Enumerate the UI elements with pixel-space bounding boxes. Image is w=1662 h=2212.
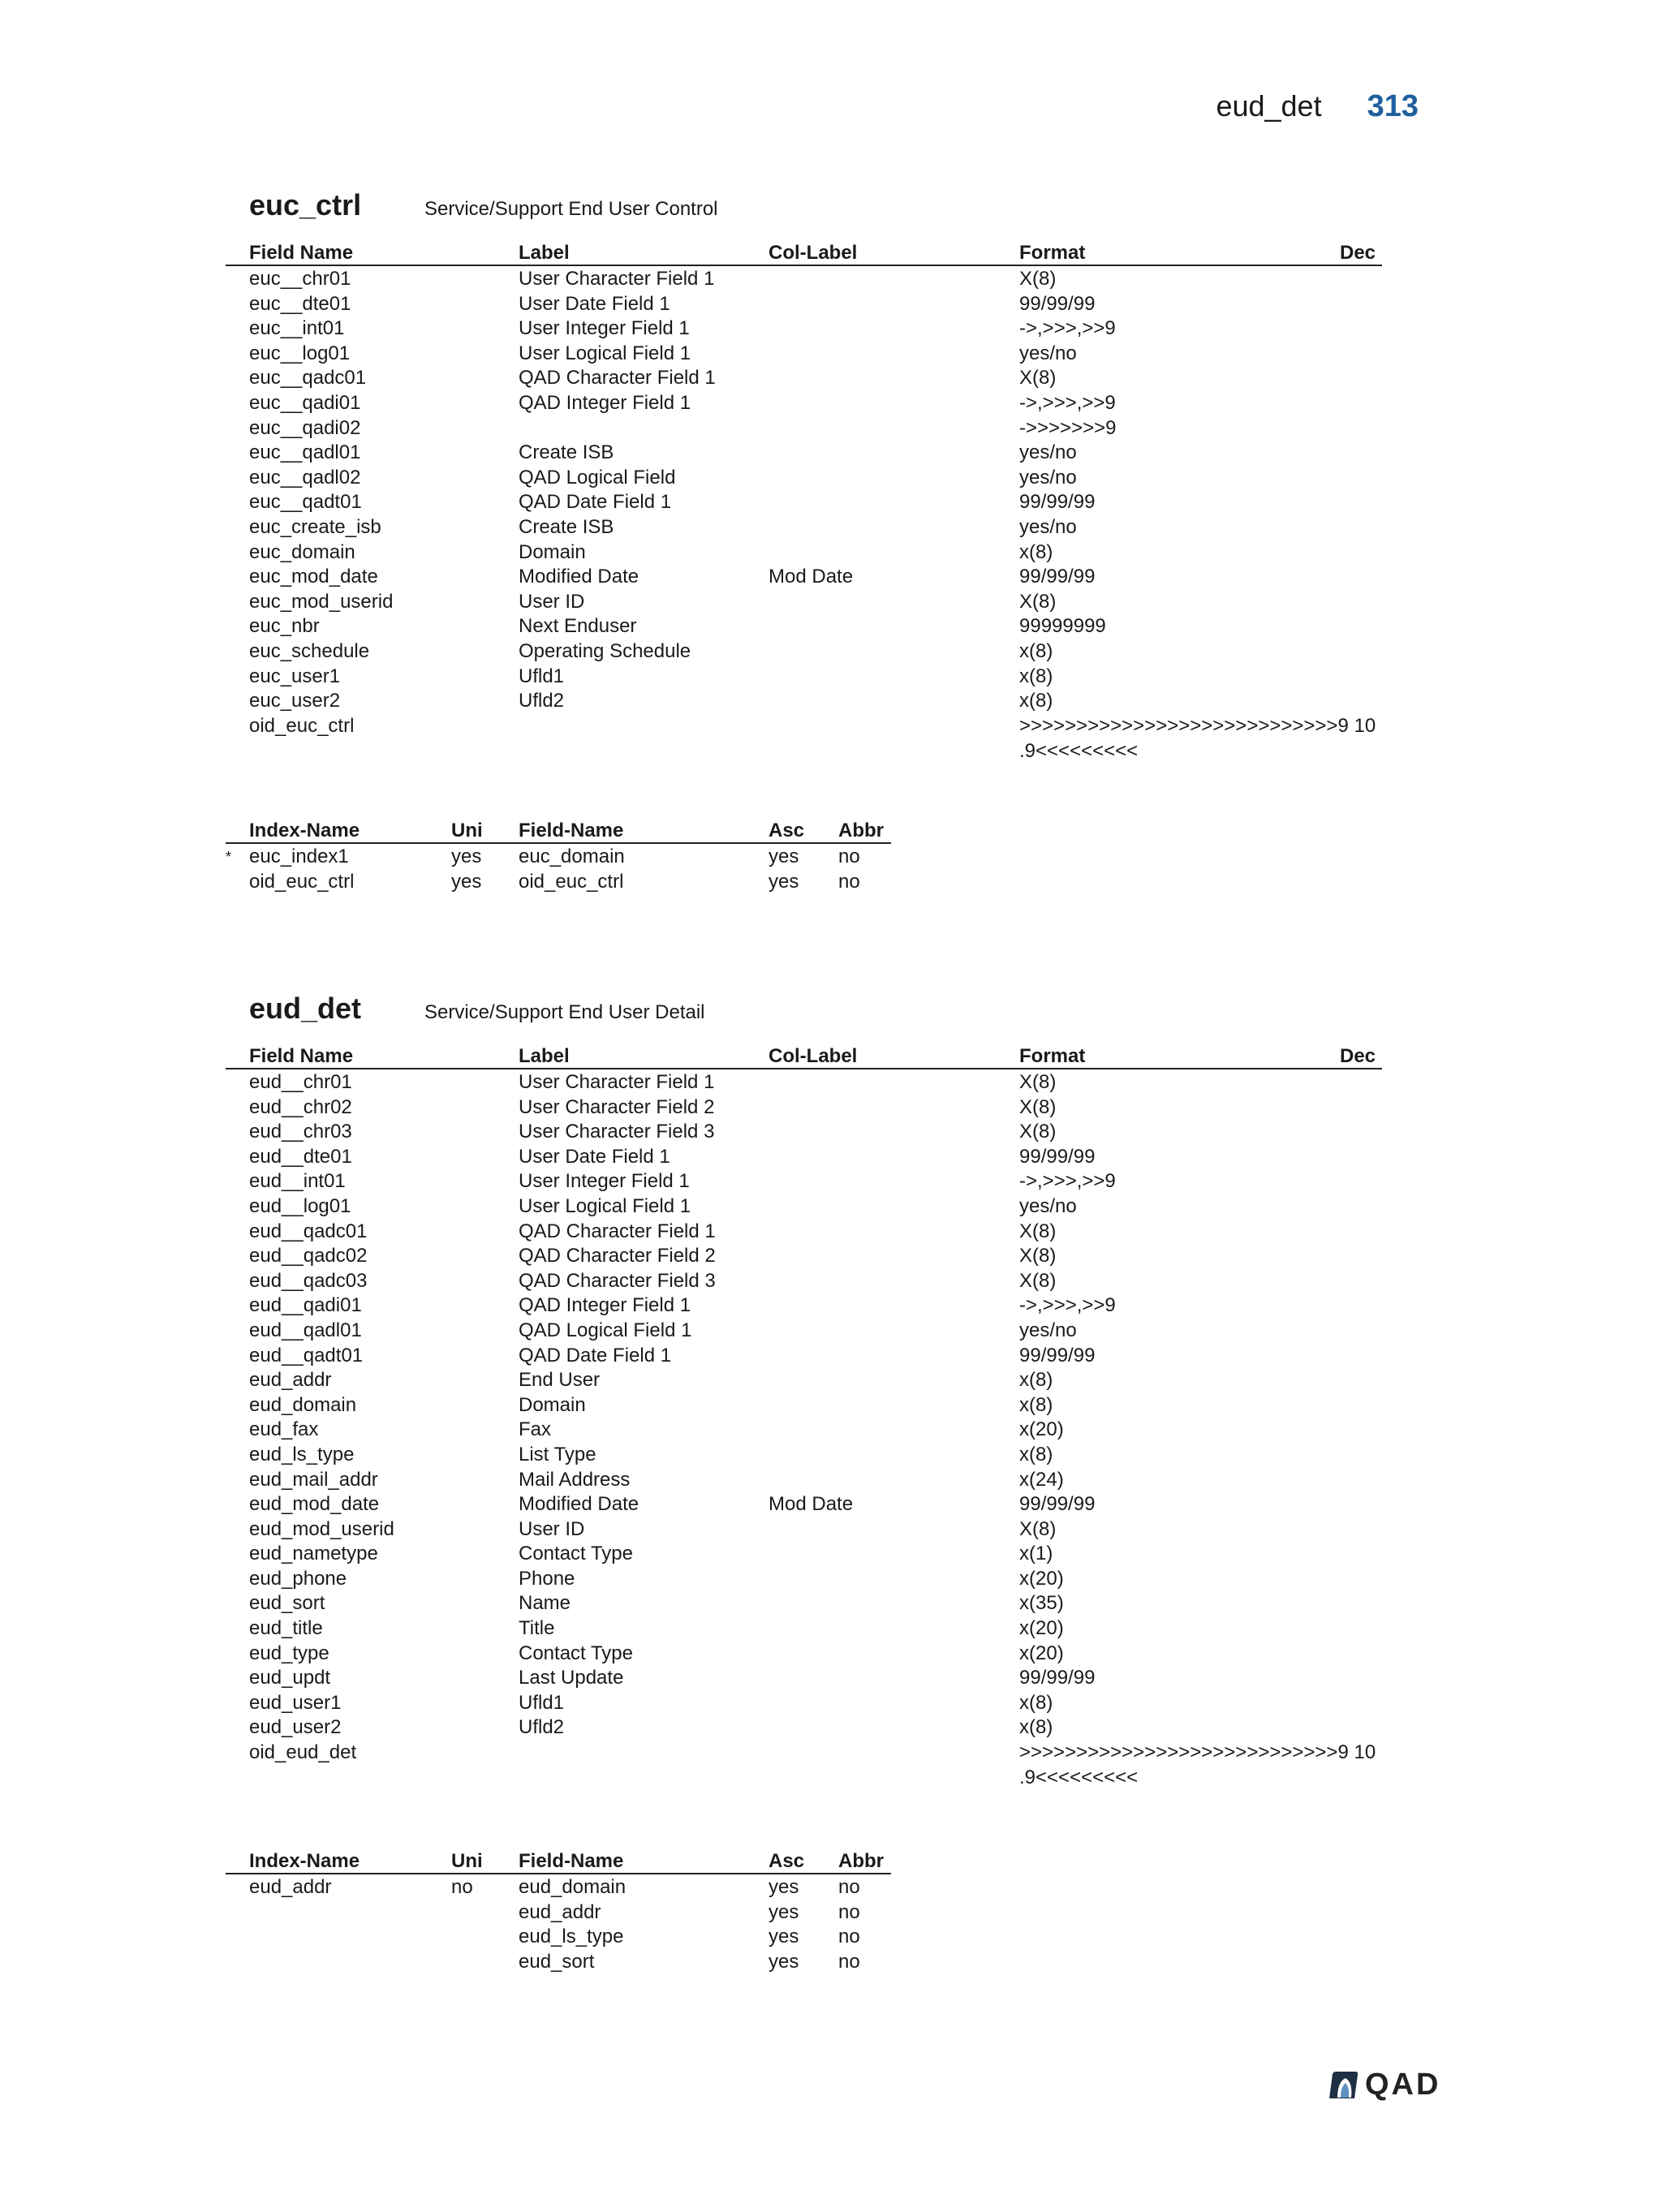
field-row [226, 1491, 1382, 1517]
field-format: x(20) [1019, 1617, 1064, 1640]
field-name: euc__int01 [249, 317, 345, 340]
field-name: eud__qadc02 [249, 1245, 368, 1267]
eud-det-index-table [226, 1848, 891, 1973]
header-field-name: Field-Name [519, 1850, 624, 1872]
header-label: Label [519, 1045, 570, 1067]
header-field-name: Field Name [249, 242, 354, 264]
field-name: euc__qadi02 [249, 416, 361, 439]
field-label: Contact Type [519, 1543, 633, 1565]
field-name: euc__dte01 [249, 292, 351, 315]
field-row [226, 514, 1382, 540]
field-row [226, 1069, 1382, 1095]
field-label: QAD Integer Field 1 [519, 1294, 691, 1317]
index-abbreviated: no [838, 1926, 860, 1948]
field-row [226, 1590, 1382, 1616]
index-abbreviated: no [838, 846, 860, 867]
field-name: eud_updt [249, 1667, 331, 1689]
field-row [226, 688, 1382, 713]
field-label: Contact Type [519, 1642, 633, 1664]
header-col-label: Col-Label [769, 242, 858, 264]
field-format: ->,>>>,>>9 [1019, 391, 1116, 414]
field-format: x(8) [1019, 1369, 1053, 1392]
qad-logo-icon [1328, 2071, 1360, 2100]
field-name: euc_mod_date [249, 566, 378, 588]
field-label: User Logical Field 1 [519, 342, 691, 364]
header-asc: Asc [769, 1850, 805, 1872]
index-table-header [226, 818, 891, 844]
field-name: eud_ls_type [249, 1443, 355, 1465]
field-name: eud__qadi01 [249, 1294, 362, 1317]
field-row [226, 1442, 1382, 1467]
header-col-label: Col-Label [769, 1045, 858, 1067]
field-row [226, 341, 1382, 366]
index-field-name: euc_domain [519, 846, 625, 867]
header-field-name: Field Name [249, 1045, 354, 1067]
field-row [226, 316, 1382, 341]
index-field-name: oid_euc_ctrl [519, 870, 624, 893]
primary-index-marker: * [226, 849, 232, 865]
field-label: Last Update [519, 1667, 624, 1689]
field-label: Operating Schedule [519, 639, 691, 662]
field-name: eud__chr01 [249, 1071, 352, 1093]
index-abbreviated: no [838, 1900, 860, 1923]
field-label: Title [519, 1617, 555, 1640]
index-row [226, 1949, 891, 1974]
index-row [226, 1874, 891, 1900]
field-format: X(8) [1019, 1095, 1057, 1118]
header-uni: Uni [451, 820, 483, 841]
field-row [226, 1517, 1382, 1542]
field-row [226, 1293, 1382, 1318]
field-format: X(8) [1019, 268, 1057, 290]
field-name: eud_mail_addr [249, 1468, 378, 1491]
field-label: Create ISB [519, 441, 614, 464]
field-row [226, 365, 1382, 390]
field-name: euc_nbr [249, 615, 320, 638]
field-label: QAD Character Field 2 [519, 1245, 716, 1267]
index-name: oid_euc_ctrl [249, 870, 355, 893]
field-format: 99/99/99 [1019, 1667, 1096, 1689]
field-format: x(8) [1019, 1691, 1053, 1714]
field-format: 99/99/99 [1019, 1344, 1096, 1366]
field-format: x(20) [1019, 1642, 1064, 1664]
field-name: eud_title [249, 1617, 323, 1640]
oid-field-row [226, 1740, 1382, 1789]
field-row [226, 291, 1382, 316]
index-table-header [226, 1848, 891, 1874]
field-row [226, 664, 1382, 689]
table-description: Service/Support End User Control [424, 198, 718, 220]
field-name: oid_euc_ctrl [249, 714, 355, 737]
eud-det-field-table [226, 1044, 1382, 1789]
format-line-2: .9<<<<<<<<< [1019, 739, 1139, 762]
header-dec: Dec [1340, 1045, 1376, 1067]
index-ascending: yes [769, 1900, 799, 1923]
field-label: User Date Field 1 [519, 292, 670, 315]
field-row [226, 1219, 1382, 1244]
field-label: End User [519, 1369, 601, 1392]
field-label: Domain [519, 540, 586, 563]
field-format: ->,>>>,>>9 [1019, 1170, 1116, 1193]
field-name: eud_nametype [249, 1543, 378, 1565]
field-name: euc_user2 [249, 690, 341, 712]
field-label: QAD Logical Field [519, 466, 676, 488]
field-label: QAD Character Field 1 [519, 367, 716, 389]
field-name: euc_create_isb [249, 515, 381, 538]
field-format: x(20) [1019, 1567, 1064, 1590]
field-format: x(8) [1019, 639, 1053, 662]
field-name: eud_type [249, 1642, 329, 1664]
index-row [226, 844, 891, 869]
field-name: euc_user1 [249, 665, 341, 687]
field-label: QAD Date Field 1 [519, 1344, 672, 1366]
field-format: 99/99/99 [1019, 292, 1096, 315]
index-unique: yes [451, 870, 482, 893]
field-name: eud__chr02 [249, 1095, 352, 1118]
field-label: User Character Field 1 [519, 1071, 715, 1093]
field-name: eud_user1 [249, 1691, 342, 1714]
field-format: X(8) [1019, 1245, 1057, 1267]
field-row [226, 1119, 1382, 1144]
field-row [226, 1467, 1382, 1492]
running-title: eud_det [1216, 89, 1322, 123]
field-name: oid_eud_det [249, 1741, 357, 1764]
field-name: eud__dte01 [249, 1145, 352, 1168]
field-name: eud_addr [249, 1369, 332, 1392]
field-name: eud__qadc03 [249, 1269, 368, 1292]
field-label: Ufld2 [519, 1716, 565, 1739]
index-ascending: yes [769, 846, 799, 867]
field-row [226, 1541, 1382, 1566]
field-label: User Logical Field 1 [519, 1194, 691, 1217]
field-format: X(8) [1019, 367, 1057, 389]
field-label: QAD Character Field 3 [519, 1269, 716, 1292]
field-name: euc_schedule [249, 639, 370, 662]
index-ascending: yes [769, 1926, 799, 1948]
field-format: X(8) [1019, 1071, 1057, 1093]
field-name: eud_user2 [249, 1716, 342, 1739]
field-format: x(8) [1019, 1393, 1053, 1416]
field-row [226, 1343, 1382, 1368]
field-name: euc_domain [249, 540, 355, 563]
field-label: User ID [519, 590, 585, 613]
field-label: Mail Address [519, 1468, 631, 1491]
field-name: eud__qadl01 [249, 1319, 362, 1341]
field-name: eud__log01 [249, 1194, 351, 1217]
field-dec: 10 [1354, 714, 1376, 737]
index-abbreviated: no [838, 1876, 860, 1898]
field-name: eud_mod_userid [249, 1517, 394, 1540]
field-label: QAD Integer Field 1 [519, 391, 691, 414]
field-col-label: Mod Date [769, 566, 854, 588]
header-index-name: Index-Name [249, 820, 360, 841]
field-label: User Date Field 1 [519, 1145, 670, 1168]
field-format: 99/99/99 [1019, 1493, 1096, 1516]
header-abbr: Abbr [838, 1850, 884, 1872]
index-field-name: eud_addr [519, 1900, 601, 1923]
field-format: 99999999 [1019, 615, 1106, 638]
field-row [226, 1715, 1382, 1740]
table-name: euc_ctrl [249, 188, 362, 222]
header-index-name: Index-Name [249, 1850, 360, 1872]
field-row [226, 1144, 1382, 1169]
field-format: x(8) [1019, 540, 1053, 563]
field-name: euc__qadc01 [249, 367, 367, 389]
index-row [226, 869, 891, 894]
field-format: ->,>>>,>>9 [1019, 1294, 1116, 1317]
field-label: Next Enduser [519, 615, 637, 638]
field-label: User Integer Field 1 [519, 1170, 690, 1193]
field-table-header [226, 240, 1382, 266]
field-name: eud__qadc01 [249, 1220, 368, 1242]
field-name: euc_mod_userid [249, 590, 394, 613]
field-row [226, 1367, 1382, 1392]
field-format: x(24) [1019, 1468, 1064, 1491]
field-row [226, 1417, 1382, 1442]
field-row [226, 1168, 1382, 1194]
field-format: 99/99/99 [1019, 1145, 1096, 1168]
index-name: eud_addr [249, 1876, 332, 1898]
index-ascending: yes [769, 870, 799, 893]
field-row [226, 1665, 1382, 1690]
index-field-name: eud_ls_type [519, 1926, 624, 1948]
header-label: Label [519, 242, 570, 264]
field-format: yes/no [1019, 441, 1077, 464]
index-abbreviated: no [838, 870, 860, 893]
euc-ctrl-field-table [226, 240, 1382, 763]
index-unique: yes [451, 846, 482, 867]
field-row [226, 564, 1382, 589]
field-format [1019, 715, 1376, 738]
field-row [226, 1392, 1382, 1418]
field-dec: 10 [1354, 1741, 1376, 1764]
header-dec: Dec [1340, 242, 1376, 264]
field-label: User Character Field 3 [519, 1121, 715, 1143]
field-col-label: Mod Date [769, 1493, 854, 1516]
field-format: yes/no [1019, 342, 1077, 364]
field-label: List Type [519, 1443, 596, 1465]
header-abbr: Abbr [838, 820, 884, 841]
field-name: eud_sort [249, 1592, 325, 1615]
field-row [226, 639, 1382, 664]
oid-field-row [226, 713, 1382, 763]
field-label: Create ISB [519, 515, 614, 538]
field-row [226, 613, 1382, 639]
field-row [226, 1616, 1382, 1641]
field-format: yes/no [1019, 466, 1077, 488]
table-description: Service/Support End User Detail [424, 1001, 705, 1023]
index-row [226, 1900, 891, 1925]
field-name: eud__chr03 [249, 1121, 352, 1143]
field-row [226, 440, 1382, 465]
header-uni: Uni [451, 1850, 483, 1872]
field-format: X(8) [1019, 1269, 1057, 1292]
field-name: euc__qadl02 [249, 466, 361, 488]
field-format: x(20) [1019, 1418, 1064, 1441]
field-label: Ufld1 [519, 665, 565, 687]
eud-det-title [249, 992, 705, 1026]
field-row [226, 1318, 1382, 1343]
field-label: Phone [519, 1567, 575, 1590]
field-format: ->,>>>,>>9 [1019, 317, 1116, 340]
field-format: x(8) [1019, 1443, 1053, 1465]
header-asc: Asc [769, 820, 805, 841]
field-row [226, 489, 1382, 514]
field-label: QAD Logical Field 1 [519, 1319, 692, 1341]
field-format: x(8) [1019, 690, 1053, 712]
format-line-1: >>>>>>>>>>>>>>>>>>>>>>>>>>>>9 [1019, 714, 1349, 737]
field-label: Name [519, 1592, 571, 1615]
field-name: eud__qadt01 [249, 1344, 364, 1366]
field-name: eud_mod_date [249, 1493, 380, 1516]
field-format: ->>>>>>>9 [1019, 416, 1117, 439]
field-format: 99/99/99 [1019, 566, 1096, 588]
field-row [226, 1243, 1382, 1268]
field-label: Ufld2 [519, 690, 565, 712]
field-label: User Character Field 2 [519, 1095, 715, 1118]
field-row [226, 1641, 1382, 1666]
field-label: Domain [519, 1393, 586, 1416]
field-label: User Character Field 1 [519, 268, 715, 290]
euc-ctrl-title [249, 188, 718, 222]
field-label: Fax [519, 1418, 552, 1441]
index-abbreviated: no [838, 1950, 860, 1973]
field-format: X(8) [1019, 1220, 1057, 1242]
format-line-2: .9<<<<<<<<< [1019, 1767, 1139, 1789]
field-row [226, 1095, 1382, 1120]
field-row [226, 1194, 1382, 1219]
page-header [1216, 89, 1419, 124]
field-label: Modified Date [519, 566, 639, 588]
field-name: eud_fax [249, 1418, 319, 1441]
field-label: User Integer Field 1 [519, 317, 690, 340]
field-format: x(8) [1019, 665, 1053, 687]
field-name: euc__chr01 [249, 268, 351, 290]
field-table-header [226, 1044, 1382, 1069]
field-name: euc__qadl01 [249, 441, 361, 464]
field-format: X(8) [1019, 590, 1057, 613]
field-row [226, 266, 1382, 291]
field-name: eud_domain [249, 1393, 357, 1416]
field-row [226, 390, 1382, 415]
field-row [226, 540, 1382, 565]
field-row [226, 465, 1382, 490]
field-row [226, 1690, 1382, 1715]
field-label: QAD Character Field 1 [519, 1220, 716, 1242]
field-format: X(8) [1019, 1517, 1057, 1540]
field-label: Modified Date [519, 1493, 639, 1516]
index-ascending: yes [769, 1950, 799, 1973]
field-name: eud_phone [249, 1567, 347, 1590]
header-field-name: Field-Name [519, 820, 624, 841]
field-row [226, 1566, 1382, 1591]
field-label: Ufld1 [519, 1691, 565, 1714]
logo-text: QAD [1365, 2068, 1441, 2102]
field-format: x(35) [1019, 1592, 1064, 1615]
field-format: x(1) [1019, 1543, 1053, 1565]
index-ascending: yes [769, 1876, 799, 1898]
index-row [226, 1924, 891, 1949]
field-format: yes/no [1019, 515, 1077, 538]
field-row [226, 589, 1382, 614]
header-format: Format [1019, 242, 1086, 264]
header-format: Format [1019, 1045, 1086, 1067]
index-field-name: eud_domain [519, 1876, 626, 1898]
field-label: QAD Date Field 1 [519, 491, 672, 514]
field-row [226, 415, 1382, 441]
field-row [226, 1268, 1382, 1293]
format-line-1: >>>>>>>>>>>>>>>>>>>>>>>>>>>>9 [1019, 1741, 1349, 1764]
field-name: eud__int01 [249, 1170, 346, 1193]
field-name: euc__log01 [249, 342, 351, 364]
field-format: 99/99/99 [1019, 491, 1096, 514]
euc-ctrl-index-table [226, 818, 891, 893]
index-unique: no [451, 1876, 473, 1898]
index-name: euc_index1 [249, 846, 349, 867]
field-format: X(8) [1019, 1121, 1057, 1143]
field-name: euc__qadi01 [249, 391, 361, 414]
field-format: yes/no [1019, 1319, 1077, 1341]
table-name: eud_det [249, 992, 362, 1025]
field-format: yes/no [1019, 1194, 1077, 1217]
field-label: User ID [519, 1517, 585, 1540]
field-format: x(8) [1019, 1716, 1053, 1739]
page-number: 313 [1367, 89, 1419, 123]
field-format [1019, 1741, 1376, 1764]
index-field-name: eud_sort [519, 1950, 595, 1973]
field-name: euc__qadt01 [249, 491, 362, 514]
qad-logo [1328, 2068, 1440, 2102]
